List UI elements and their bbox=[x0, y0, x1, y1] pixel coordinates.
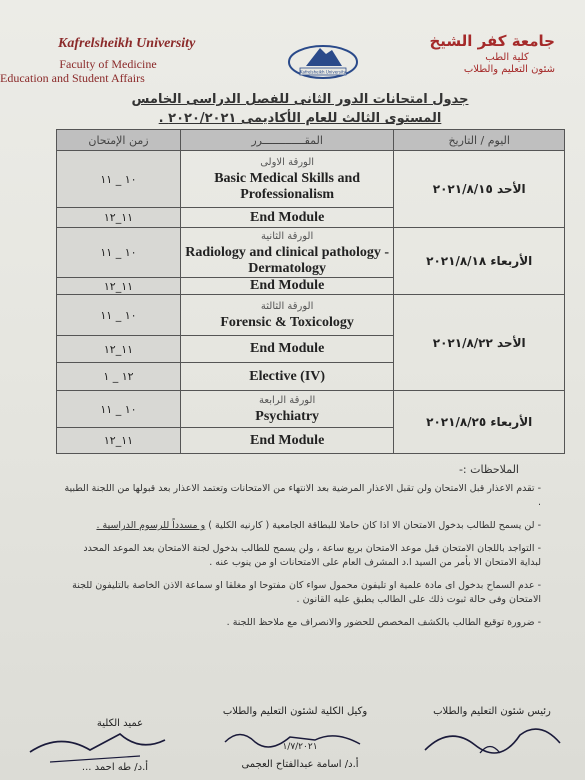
exam-time: ١٢ _ ١ bbox=[57, 363, 181, 391]
exam-date: الأحد ٢٠٢١/٨/٢٢ bbox=[394, 295, 565, 391]
header-date: اليوم / التاريخ bbox=[394, 130, 565, 151]
list-item: - التواجد باللجان الامتحان قبل موعد الامتحان بربع ساعة ، ولن يسمح للطالب بدخول لجنة الامتحان بعد الموعد المحدد لبداية الامتحان الا بأمر من السيد ا.د المشرف العام على الامتحانات او من ينوب عنه . bbox=[61, 542, 541, 570]
university-name-ar: جامعة كفر الشيخ bbox=[429, 32, 555, 50]
logo-text: Kafrelsheikh University bbox=[299, 69, 347, 75]
list-item: - ضرورة توقيع الطالب بالكشف المخصص للحضور والانصراف مع ملاحظ اللجنة . bbox=[61, 616, 541, 630]
exam-subject bbox=[180, 228, 393, 278]
exam-subject bbox=[180, 151, 393, 208]
exam-time: ١١_١٢ bbox=[57, 278, 181, 295]
notes-heading: الملاحظات :- bbox=[458, 463, 519, 476]
signature-right-title: رئيس شئون التعليم والطلاب bbox=[433, 706, 551, 717]
list-item: - عدم السماح بدخول اى مادة علمية او تليفون محمول سواء كان مفتوحا او مغلقا او سماعة الاذن الخاصة بالتليفون للجنة الامتحان وفى حالة ثبوت ذلك على الطالب يطبق عليه القانون . bbox=[61, 579, 541, 607]
university-logo-icon bbox=[286, 40, 360, 80]
handwritten-signature-left bbox=[20, 722, 170, 764]
exam-subject bbox=[180, 295, 393, 336]
exam-subject: Elective (IV) bbox=[180, 363, 393, 391]
exam-time: ١١_١٢ bbox=[57, 428, 181, 454]
exam-subject: End Module bbox=[180, 278, 393, 295]
signature-left-title: عميد الكلية bbox=[96, 718, 144, 729]
signature-middle-title: وكيل الكلية لشئون التعليم والطلاب bbox=[222, 706, 368, 717]
exam-date: الأربعاء ٢٠٢١/٨/٢٥ bbox=[394, 391, 565, 454]
exam-time: ١١_١٢ bbox=[57, 208, 181, 228]
schedule-title-line1: جدول امتحانات الدور الثانى للفصل الدراسى الخامس bbox=[131, 92, 469, 107]
header-time: زمن الإمتحان bbox=[57, 130, 181, 151]
faculty-name-ar: كلية الطب bbox=[485, 52, 529, 63]
list-item: - تقدم الاعذار قبل الامتحان ولن تقبل الاعذار المرضية بعد الانتهاء من الامتحانات وتعتمد الاعذار بعد قبولها من اللجنة الطبية . bbox=[61, 482, 541, 510]
header-subject: المقـــــــــــــرر bbox=[180, 130, 393, 151]
exam-time: ١٠ _ ١١ bbox=[57, 228, 181, 278]
exam-time: ١٠ _ ١١ bbox=[57, 295, 181, 336]
table-row bbox=[57, 151, 565, 208]
department-name-en: Education and Student Affairs bbox=[0, 71, 145, 85]
subject-name: Forensic & Toxicology bbox=[220, 315, 354, 330]
exam-subject: End Module bbox=[180, 336, 393, 363]
exam-time: ١٠ _ ١١ bbox=[57, 151, 181, 208]
handwritten-signature-right bbox=[420, 715, 570, 760]
paper-label: الورقة الرابعة bbox=[259, 395, 316, 406]
handwritten-signature-middle bbox=[220, 722, 370, 758]
signature-date: ١/٧/٢٠٢١ bbox=[282, 742, 318, 752]
table-row bbox=[57, 295, 565, 336]
table-header-row bbox=[57, 130, 565, 151]
exam-subject: End Module bbox=[180, 428, 393, 454]
signature-middle-name: أ.د/ اسامة عبدالفتاح العجمى bbox=[241, 759, 359, 770]
paper-label: الورقة الثانية bbox=[261, 230, 314, 242]
table-row bbox=[57, 391, 565, 428]
subject-name: Psychiatry bbox=[255, 409, 320, 424]
exam-date: الأحد ٢٠٢١/٨/١٥ bbox=[394, 151, 565, 228]
exam-subject: End Module bbox=[180, 208, 393, 228]
signature-left-name: أ.د/ طه احمد ... bbox=[81, 762, 149, 773]
exam-time: ١٠ _ ١١ bbox=[57, 391, 181, 428]
schedule-title-line2: المستوى الثالث للعام الأكاديمى ٢٠٢٠/٢٠٢١ . bbox=[158, 111, 442, 126]
subject-name: Basic Medical Skills and Professionalism bbox=[214, 171, 361, 202]
exam-time: ١١_١٢ bbox=[57, 336, 181, 363]
department-name-ar: شئون التعليم والطلاب bbox=[463, 64, 555, 75]
university-name-en: Kafrelsheikh University bbox=[58, 36, 196, 51]
faculty-name-en: Faculty of Medicine bbox=[59, 57, 157, 71]
paper-label: الورقة الاولى bbox=[260, 157, 315, 168]
table-row bbox=[57, 228, 565, 278]
exam-date: الأربعاء ٢٠٢١/٨/١٨ bbox=[394, 228, 565, 295]
notes-list bbox=[61, 482, 541, 639]
list-item bbox=[61, 519, 541, 533]
paper-label: الورقة الثالثة bbox=[260, 301, 314, 312]
note-text: لن يسمح للطالب بدخول الامتحان الا اذا كان حاملا للبطاقة الجامعية ( كارنيه الكلية ) bbox=[208, 520, 535, 531]
note-text-underlined: و مسدداً للرسوم الدراسية . bbox=[96, 520, 206, 531]
subject-name: Radiology and clinical pathology -Dermatology bbox=[185, 244, 390, 276]
exam-subject bbox=[180, 391, 393, 428]
exam-schedule-table bbox=[56, 129, 565, 454]
